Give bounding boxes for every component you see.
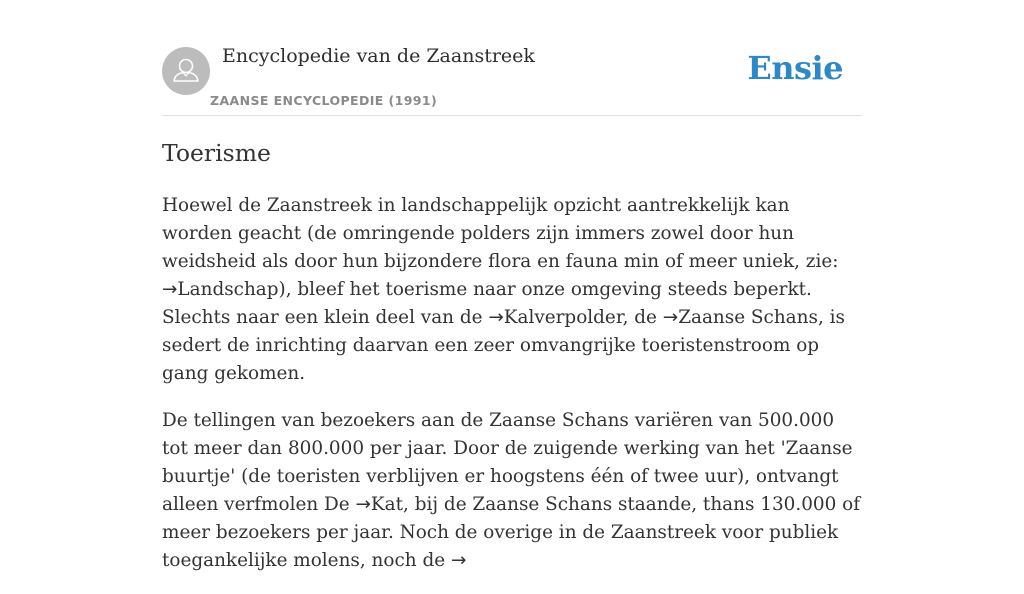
xref-label: Kat: [370, 494, 404, 515]
text: , is sedert de inrichting daarvan een zeer omvangrijke toeristenstroom op gang gekomen.: [162, 307, 845, 384]
paragraph: [162, 192, 862, 388]
xref-label: Landschap: [177, 279, 279, 300]
arrow-icon: →: [450, 550, 467, 571]
xref-zaanse-schans-link[interactable]: [663, 307, 818, 328]
text: Hoewel de Zaanstreek in landschappelijk opzicht aantrekkelijk kan worden geacht (de omringende polders zijn immers zowel door hun weidsheid als door hun bijzondere flora en fauna min of meer uniek, zie:: [162, 195, 839, 272]
header: [162, 0, 862, 116]
arrow-icon: →: [355, 494, 371, 515]
text: , bij de Zaanse Schans staande, thans 130.000 of meer bezoekers per jaar. Noch de overige in de Zaanstreek voor publiek toegankelijke molens, noch de: [162, 494, 861, 571]
text: ), bleef het toerisme naar onze omgeving steeds beperkt. Slechts naar een klein deel van de: [162, 279, 812, 328]
paragraph: [162, 407, 862, 575]
xref-landschap-link[interactable]: [162, 279, 279, 300]
text: De tellingen van bezoekers aan de Zaanse Schans variëren van 500.000 tot meer dan 800.000 per jaar. Door de zuigende werking van het 'Zaanse buurtje' (de toeristen verblijven er hoogstens één of twee uur), ontvangt alleen verfmolen De: [162, 410, 853, 515]
xref-trailing-link[interactable]: [451, 550, 466, 571]
user-silhouette-icon: [162, 47, 210, 95]
xref-kalverpolder-link[interactable]: [488, 307, 622, 328]
arrow-icon: →: [662, 307, 679, 328]
arrow-icon: →: [488, 307, 504, 328]
brand-logo[interactable]: Ensie: [747, 49, 843, 87]
article-body: [162, 192, 862, 594]
arrow-icon: →: [162, 279, 178, 300]
source-title-link[interactable]: Encyclopedie van de Zaanstreek: [222, 45, 535, 67]
page-title: Toerisme: [162, 139, 271, 167]
xref-kat-link[interactable]: [356, 494, 404, 515]
text: , de: [622, 307, 663, 328]
xref-label: Zaanse Schans: [678, 307, 818, 328]
source-subtitle: ZAANSE ENCYCLOPEDIE (1991): [210, 93, 438, 108]
page: [162, 0, 862, 571]
xref-label: Kalverpolder: [503, 307, 623, 328]
source-avatar[interactable]: [162, 47, 210, 95]
